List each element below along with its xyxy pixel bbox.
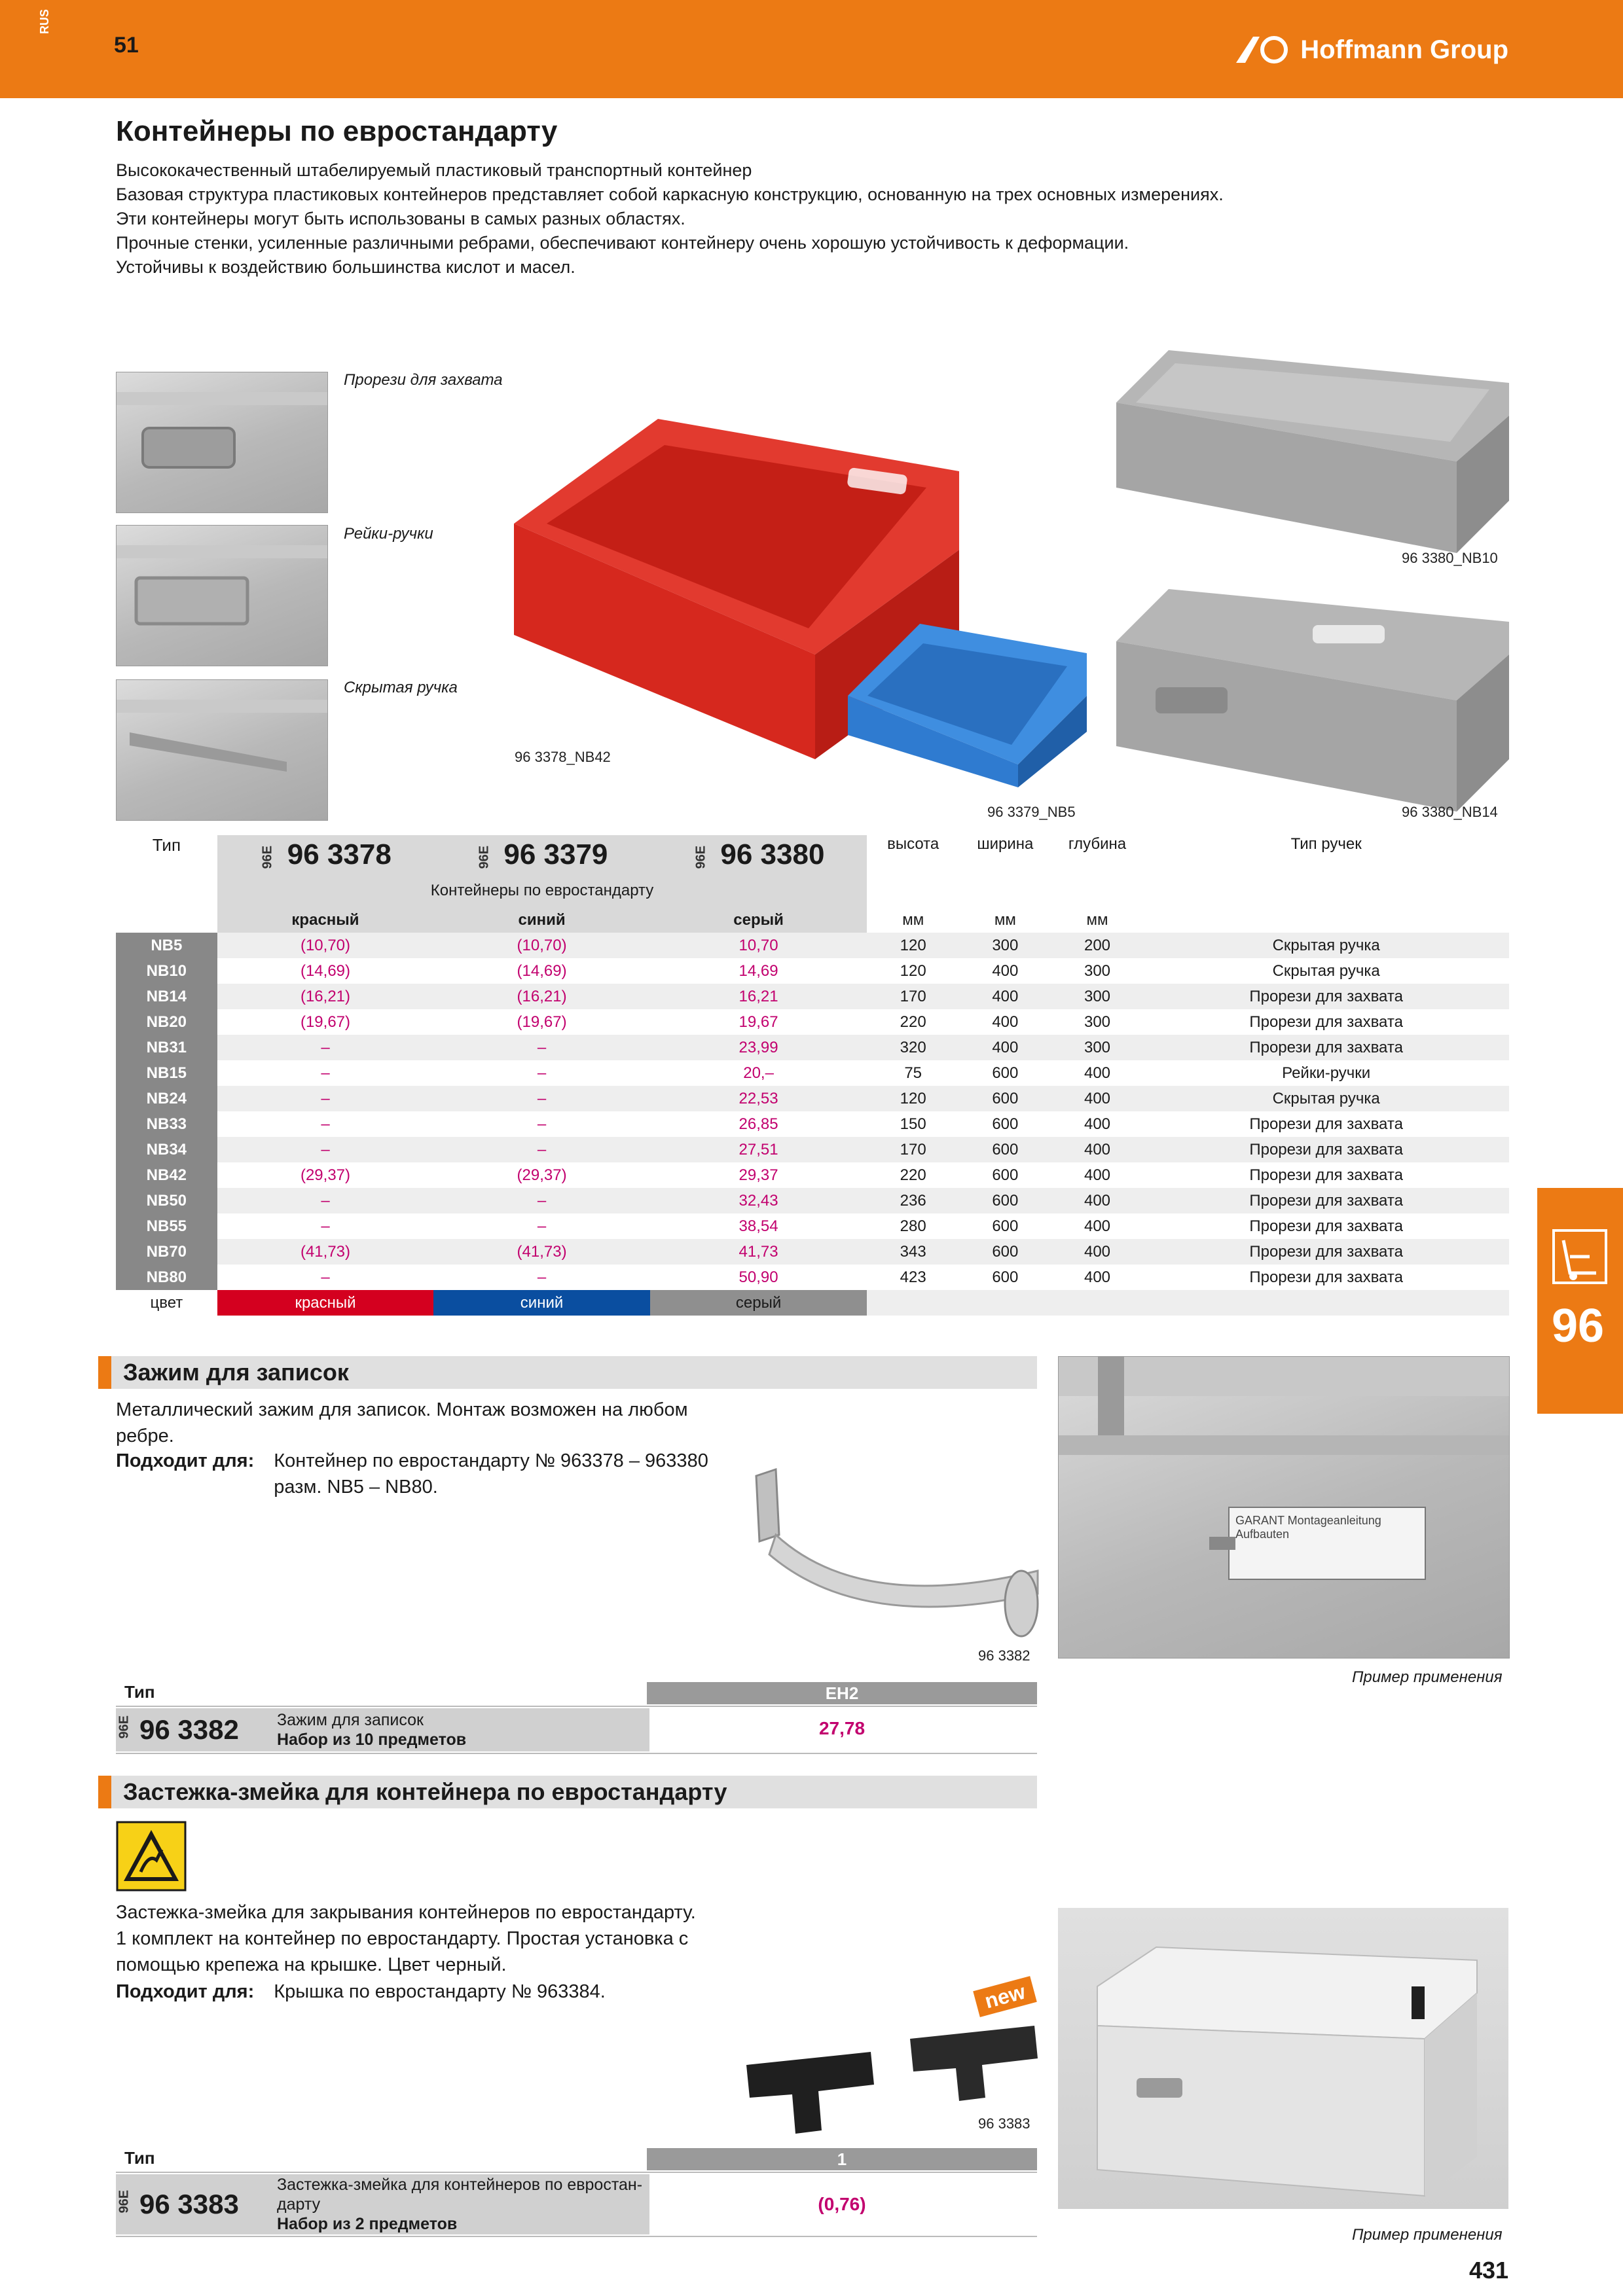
caption-slot: Прорези для захвата — [344, 371, 503, 389]
caption-hidden: Скрытая ручка — [344, 679, 458, 696]
price-cell: 41,73 — [650, 1239, 867, 1265]
dimension-cell: 600 — [992, 1268, 1019, 1286]
size-code: NB20 — [116, 1009, 217, 1035]
article-prefix: 96E — [260, 845, 275, 869]
table-row — [116, 1060, 1509, 1086]
price-cell: – — [433, 1086, 650, 1111]
latch-type-label: Тип — [124, 2148, 155, 2168]
price-cell: 20,– — [743, 1064, 774, 1082]
dimension-cell: 400 — [1084, 1115, 1111, 1133]
fits-label: Подходит для: — [116, 1981, 255, 2002]
size-code: NB14 — [116, 984, 217, 1009]
dimension-cell: 600 — [992, 1166, 1019, 1184]
header-handle-type: Тип ручек — [1290, 835, 1362, 853]
price-cell: (14,69) — [300, 961, 351, 980]
table-row — [116, 1111, 1509, 1137]
table-row — [116, 1035, 1509, 1060]
table-row — [116, 1009, 1509, 1035]
dimension-cell: 220 — [900, 1013, 926, 1031]
latch-article-desc: Застежка-змейка для контейнеров по евростан- дарту Набор из 2 предметов — [274, 2174, 649, 2234]
price-cell: – — [537, 1115, 547, 1133]
dimension-cell: 400 — [959, 984, 1051, 1009]
dimension-cell: 343 — [867, 1239, 959, 1265]
gray-container-image-nb10 — [1116, 350, 1509, 553]
new-badge: new — [973, 1976, 1037, 2017]
latch-section-heading: Застежка-змейка для контейнера по евростандарту — [98, 1776, 1037, 1808]
price-cell: – — [217, 1086, 434, 1111]
handle-type-cell: Прорези для захвата — [1143, 1137, 1509, 1162]
color-swatch-gray: серый — [650, 1290, 867, 1316]
color-row — [116, 1290, 1509, 1316]
dimension-cell: 400 — [1084, 1064, 1111, 1082]
price-cell: 14,69 — [739, 961, 778, 980]
price-cell: (29,37) — [517, 1166, 567, 1184]
clip-description: Металлический зажим для записок. Монтаж возможен на любом ребре. — [116, 1399, 688, 1446]
latch-article-box: 96E 96 3383 — [116, 2174, 274, 2234]
price-cell: – — [321, 1064, 330, 1082]
price-cell: – — [217, 1188, 434, 1213]
dimension-cell: 150 — [900, 1115, 926, 1133]
dimension-cell: 300 — [1084, 1013, 1111, 1031]
dimension-cell: 400 — [1084, 1268, 1111, 1286]
unit-width: мм — [994, 910, 1016, 929]
handle-type-cell: Прорези для захвата — [1249, 1115, 1403, 1133]
note-clip-image — [730, 1463, 1044, 1640]
dimension-cell: 236 — [867, 1188, 959, 1213]
color-swatch-blue: синий — [433, 1290, 650, 1316]
article-cell-1 — [217, 835, 434, 874]
clip-price: 27,78 — [818, 1718, 866, 1738]
hoffmann-logo-icon — [1233, 34, 1292, 65]
handle-type-cell: Прорези для захвата — [1143, 1239, 1509, 1265]
image-code-blue: 96 3379_NB5 — [987, 804, 1076, 820]
handle-type-cell: Скрытая ручка — [1272, 961, 1380, 980]
price-cell: 23,99 — [650, 1035, 867, 1060]
table-row — [116, 1137, 1509, 1162]
intro-line: Устойчивы к воздействию большинства кислот и масел. — [116, 257, 575, 277]
clip-photo-label: GARANT Montageanleitung Aufbauten — [1235, 1514, 1381, 1541]
clip-example-photo — [1058, 1356, 1510, 1659]
dimension-cell: 170 — [867, 984, 959, 1009]
brand-name: Hoffmann Group — [1300, 35, 1508, 64]
color-header-blue: синий — [433, 907, 650, 933]
clip-article-box: 96E 96 3382 — [116, 1708, 274, 1751]
dimension-cell: 400 — [1051, 1239, 1144, 1265]
clip-section-heading: Зажим для записок — [98, 1356, 1037, 1389]
latch-description: Застежка-змейка для закрывания контейнеров по евростандарту. 1 комплект на контейнер по евростандарту. Простая установка с помощью крепежа на крышке. Цвет черный. — [116, 1902, 696, 1975]
esd-warning-icon — [116, 1821, 187, 1892]
latch-price: (0,76) — [818, 2194, 866, 2214]
caption-rail: Рейки-ручки — [344, 525, 433, 543]
unit-height: мм — [902, 910, 924, 929]
handle-slot-photo — [116, 372, 328, 513]
dimension-cell: 400 — [959, 1035, 1051, 1060]
article-number: 96 3380 — [720, 838, 825, 870]
dimension-cell: 600 — [992, 1115, 1019, 1133]
color-row-label: цвет — [150, 1293, 183, 1312]
price-cell: (29,37) — [300, 1166, 351, 1184]
table-row — [116, 1162, 1509, 1188]
dimension-cell: 600 — [959, 1086, 1051, 1111]
clip-article-desc: Зажим для записок Набор из 10 предметов — [274, 1708, 649, 1751]
language-code: RUS — [38, 9, 51, 34]
header-width: ширина — [977, 835, 1034, 853]
size-code: NB42 — [116, 1162, 217, 1188]
price-cell: 26,85 — [739, 1115, 778, 1133]
dimension-cell: 300 — [1051, 984, 1144, 1009]
price-cell: (10,70) — [433, 933, 650, 958]
brand-logo — [1233, 34, 1508, 65]
dimension-cell: 120 — [867, 1086, 959, 1111]
size-code: NB10 — [116, 958, 217, 984]
dimension-cell: 200 — [1051, 933, 1144, 958]
dimension-cell: 400 — [1051, 1086, 1144, 1111]
table-row — [116, 958, 1509, 984]
hand-truck-icon — [1550, 1227, 1609, 1286]
price-cell: – — [537, 1268, 547, 1286]
dimension-cell: 300 — [1051, 1035, 1144, 1060]
color-header-red: красный — [217, 907, 434, 933]
color-swatch-red: красный — [217, 1290, 434, 1316]
dimension-cell: 600 — [959, 1239, 1051, 1265]
price-cell: 38,54 — [739, 1217, 778, 1235]
clip-type-label: Тип — [124, 1682, 155, 1702]
chapter-number: 96 — [1552, 1300, 1605, 1352]
size-code: NB80 — [116, 1265, 217, 1290]
price-cell: (16,21) — [433, 984, 650, 1009]
latch-example-photo — [1058, 1908, 1508, 2209]
size-code: NB31 — [116, 1035, 217, 1060]
dimension-cell: 600 — [959, 1188, 1051, 1213]
dimension-cell: 300 — [959, 933, 1051, 958]
handle-hidden-photo — [116, 679, 328, 821]
price-cell: (19,67) — [517, 1013, 567, 1031]
article-prefix: 96E — [477, 845, 492, 869]
size-code: NB55 — [116, 1213, 217, 1239]
price-cell: 16,21 — [650, 984, 867, 1009]
clip-fits: Подходит для: Контейнер по евростандарту № 963378 – 963380 разм. NB5 – NB80. — [116, 1448, 708, 1500]
dimension-cell: 400 — [1051, 1137, 1144, 1162]
header-depth: глубина — [1068, 835, 1127, 853]
page-title: Контейнеры по евростандарту — [116, 115, 558, 147]
group-label: Контейнеры по евростандарту — [217, 874, 867, 907]
dimension-cell: 170 — [867, 1137, 959, 1162]
page-number-bottom: 431 — [1469, 2257, 1509, 2284]
handle-type-cell: Прорези для захвата — [1249, 1268, 1403, 1286]
dimension-cell: 400 — [1084, 1166, 1111, 1184]
size-code: NB24 — [116, 1086, 217, 1111]
dimension-cell: 300 — [1084, 961, 1111, 980]
price-cell: (16,21) — [217, 984, 434, 1009]
table-row — [116, 933, 1509, 958]
table-row — [116, 1213, 1509, 1239]
handle-rail-photo — [116, 525, 328, 666]
dimension-cell: 400 — [1084, 1217, 1111, 1235]
handle-type-cell: Прорези для захвата — [1143, 984, 1509, 1009]
table-row — [116, 1265, 1509, 1290]
dimension-cell: 600 — [992, 1064, 1019, 1082]
clip-example-caption: Пример применения — [1352, 1668, 1503, 1686]
price-cell: 50,90 — [739, 1268, 778, 1286]
handle-type-cell: Прорези для захвата — [1249, 1217, 1403, 1235]
price-cell: – — [321, 1268, 330, 1286]
dimension-cell: 220 — [900, 1166, 926, 1184]
size-code: NB34 — [116, 1137, 217, 1162]
price-cell: – — [433, 1188, 650, 1213]
dimension-cell: 75 — [904, 1064, 922, 1082]
image-code-red: 96 3378_NB42 — [515, 749, 611, 765]
price-cell: (41,73) — [433, 1239, 650, 1265]
price-cell: – — [217, 1137, 434, 1162]
price-cell: – — [217, 1035, 434, 1060]
dimension-cell: 320 — [867, 1035, 959, 1060]
size-code: NB5 — [116, 933, 217, 958]
size-code: NB33 — [116, 1111, 217, 1137]
handle-type-cell: Скрытая ручка — [1143, 933, 1509, 958]
price-cell: – — [537, 1064, 547, 1082]
handle-type-cell: Прорези для захвата — [1249, 1166, 1403, 1184]
price-cell: 22,53 — [650, 1086, 867, 1111]
price-cell: (19,67) — [300, 1013, 351, 1031]
chapter-tab — [1537, 1188, 1623, 1414]
unit-depth: мм — [1086, 910, 1108, 929]
price-cell: (10,70) — [217, 933, 434, 958]
price-cell: (41,73) — [217, 1239, 434, 1265]
price-cell: – — [433, 1137, 650, 1162]
dimension-cell: 400 — [1051, 1188, 1144, 1213]
intro-line: Базовая структура пластиковых контейнеров представляет собой каркасную конструкцию, основанную на трех основных измерениях. — [116, 185, 1224, 204]
blue-container-image — [848, 624, 1087, 787]
article-number: 96 3378 — [287, 838, 392, 870]
handle-type-cell: Скрытая ручка — [1143, 1086, 1509, 1111]
table-row — [116, 984, 1509, 1009]
table-row — [116, 1188, 1509, 1213]
size-code: NB70 — [116, 1239, 217, 1265]
color-header-gray: серый — [650, 907, 867, 933]
intro-text — [116, 158, 1491, 279]
page-number-top: 51 — [114, 33, 139, 58]
price-cell: – — [537, 1217, 547, 1235]
price-cell: 27,51 — [650, 1137, 867, 1162]
article-number: 96 3379 — [503, 838, 608, 870]
dimension-cell: 120 — [867, 933, 959, 958]
latch-example-caption: Пример применения — [1352, 2226, 1503, 2244]
price-cell: – — [321, 1217, 330, 1235]
handle-type-cell: Прорези для захвата — [1143, 1188, 1509, 1213]
handle-type-cell: Прорези для захвата — [1249, 1013, 1403, 1031]
price-cell: 32,43 — [650, 1188, 867, 1213]
latch-col-header: 1 — [647, 2148, 1037, 2170]
price-cell: – — [433, 1035, 650, 1060]
price-cell: 29,37 — [739, 1166, 778, 1184]
handle-type-cell: Рейки-ручки — [1282, 1064, 1371, 1082]
handle-type-cell: Прорези для захвата — [1143, 1035, 1509, 1060]
dimension-cell: 400 — [992, 1013, 1019, 1031]
size-code: NB50 — [116, 1188, 217, 1213]
dimension-cell: 600 — [992, 1217, 1019, 1235]
table-row — [116, 1086, 1509, 1111]
clip-col-header: EH2 — [647, 1682, 1037, 1704]
dimension-cell: 423 — [900, 1268, 926, 1286]
intro-line: Прочные стенки, усиленные различными ребрами, обеспечивают контейнеру очень хорошую устойчивость к деформации. — [116, 233, 1129, 253]
price-cell: (14,69) — [517, 961, 567, 980]
latch-fits: Подходит для: Крышка по евростандарту № 963384. — [116, 1979, 606, 2005]
table-row — [116, 1239, 1509, 1265]
latch-image-code: 96 3383 — [978, 2115, 1030, 2132]
price-cell: 19,67 — [739, 1013, 778, 1031]
image-code-gray2: 96 3380_NB14 — [1402, 804, 1498, 820]
dimension-cell: 280 — [900, 1217, 926, 1235]
price-cell: – — [321, 1115, 330, 1133]
type-label: Тип — [152, 835, 181, 855]
intro-line: Эти контейнеры могут быть использованы в самых разных областях. — [116, 209, 685, 228]
image-code-gray1: 96 3380_NB10 — [1402, 550, 1498, 566]
intro-line: Высококачественный штабелируемый пластиковый транспортный контейнер — [116, 160, 752, 180]
article-prefix: 96E — [693, 845, 708, 869]
dimension-cell: 400 — [992, 961, 1019, 980]
fits-label: Подходит для: — [116, 1450, 255, 1471]
dimension-cell: 600 — [959, 1137, 1051, 1162]
clip-image-code: 96 3382 — [978, 1647, 1030, 1664]
article-cell-2 — [433, 835, 650, 874]
header-height: высота — [887, 835, 939, 853]
article-cell-3 — [650, 835, 867, 874]
price-cell: 10,70 — [650, 933, 867, 958]
size-code: NB15 — [116, 1060, 217, 1086]
container-table — [116, 835, 1509, 1316]
gray-container-image-nb14 — [1116, 589, 1509, 812]
dimension-cell: 120 — [900, 961, 926, 980]
